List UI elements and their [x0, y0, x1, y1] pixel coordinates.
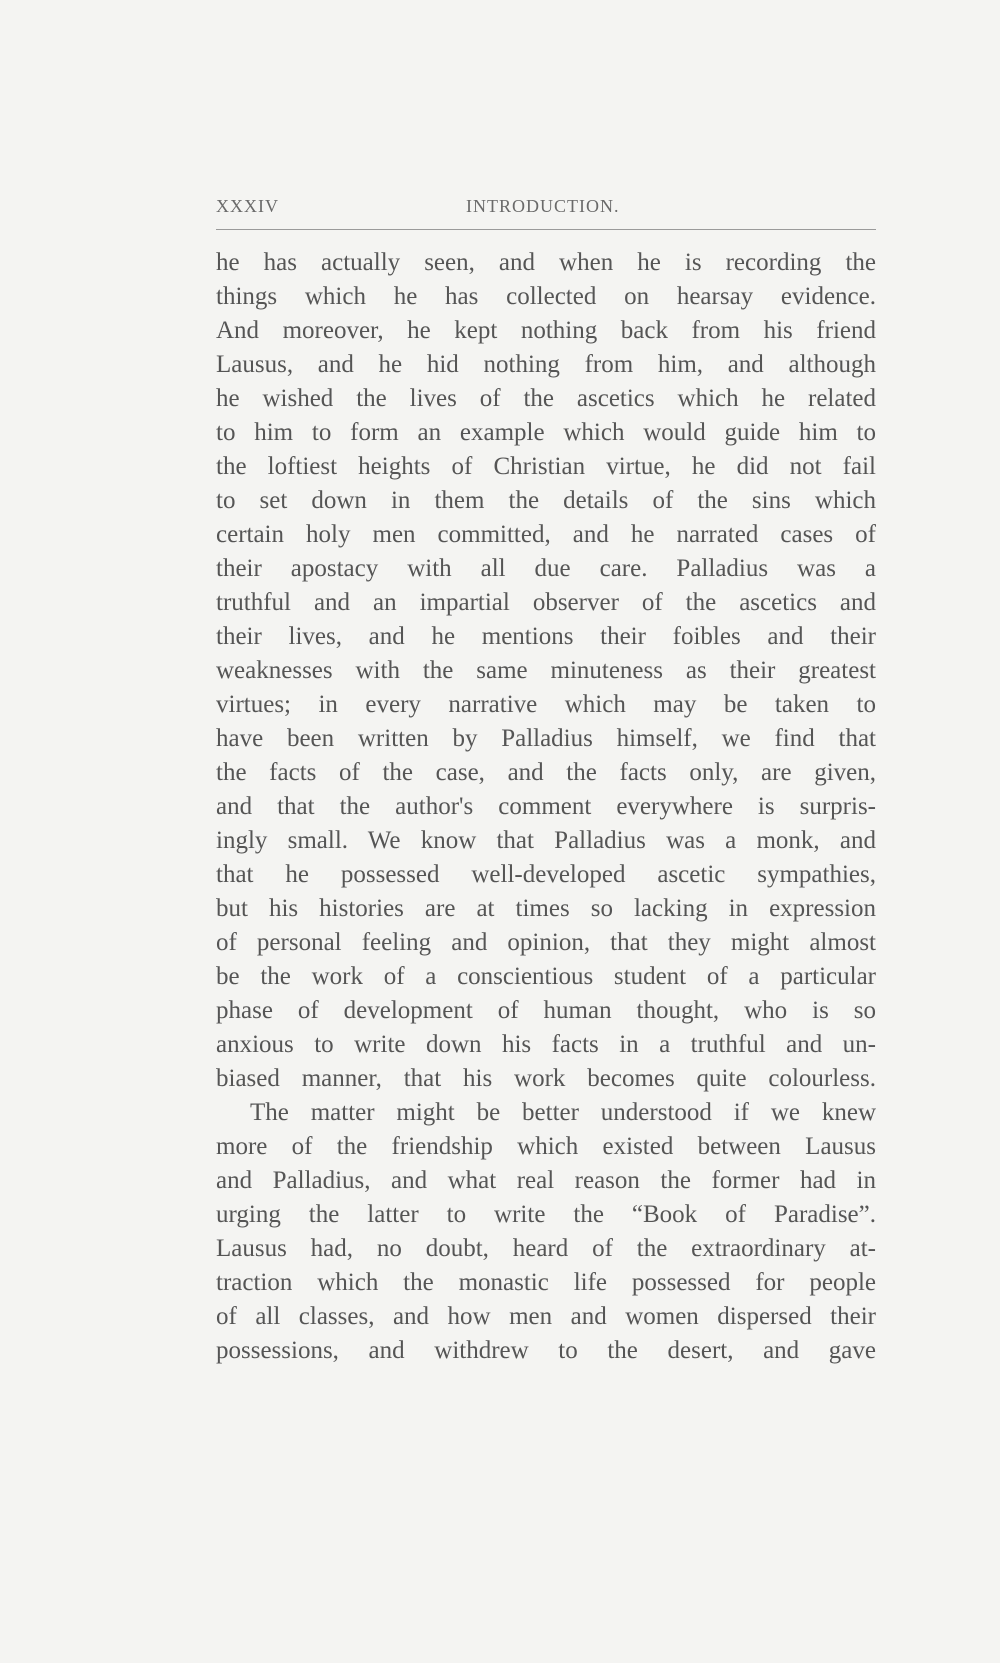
- running-header: [216, 196, 876, 222]
- text-line: traction which the monastic life possessed for people: [216, 1269, 876, 1296]
- text-line: possessions, and withdrew to the desert, and gave: [216, 1337, 876, 1364]
- paragraph-first-line: The matter might be better understood if we knew: [250, 1099, 876, 1126]
- text-line: be the work of a conscientious student of a particular: [216, 963, 876, 990]
- text-line: have been written by Palladius himself, we find that: [216, 725, 876, 752]
- text-line: to him to form an example which would guide him to: [216, 419, 876, 446]
- text-line: he wished the lives of the ascetics which he related: [216, 385, 876, 412]
- text-line: that he possessed well-developed ascetic sympathies,: [216, 861, 876, 888]
- text-line: to set down in them the details of the sins which: [216, 487, 876, 514]
- text-line: things which he has collected on hearsay evidence.: [216, 283, 876, 310]
- text-line: urging the latter to write the “Book of Paradise”.: [216, 1201, 876, 1228]
- text-line: of personal feeling and opinion, that they might almost: [216, 929, 876, 956]
- text-line: Lausus, and he hid nothing from him, and although: [216, 351, 876, 378]
- text-line: but his histories are at times so lacking in expression: [216, 895, 876, 922]
- text-line: truthful and an impartial observer of the ascetics and: [216, 589, 876, 616]
- running-title: INTRODUCTION.: [466, 196, 620, 216]
- text-line: And moreover, he kept nothing back from his friend: [216, 317, 876, 344]
- text-line: and that the author's comment everywhere is surpris-: [216, 793, 876, 820]
- text-line: more of the friendship which existed between Lausus: [216, 1133, 876, 1160]
- text-line: Lausus had, no doubt, heard of the extraordinary at-: [216, 1235, 876, 1262]
- page-number: XXXIV: [216, 196, 279, 216]
- text-line: biased manner, that his work becomes quite colourless.: [216, 1065, 876, 1092]
- text-line: he has actually seen, and when he is recording the: [216, 249, 876, 276]
- text-line: certain holy men committed, and he narrated cases of: [216, 521, 876, 548]
- text-line: of all classes, and how men and women dispersed their: [216, 1303, 876, 1330]
- text-line: the facts of the case, and the facts only, are given,: [216, 759, 876, 786]
- text-line: ingly small. We know that Palladius was a monk, and: [216, 827, 876, 854]
- text-line: weaknesses with the same minuteness as their greatest: [216, 657, 876, 684]
- text-line: their lives, and he mentions their foibles and their: [216, 623, 876, 650]
- body-text: [216, 246, 876, 1368]
- text-line: anxious to write down his facts in a truthful and un-: [216, 1031, 876, 1058]
- text-line: their apostacy with all due care. Palladius was a: [216, 555, 876, 582]
- text-line: phase of development of human thought, who is so: [216, 997, 876, 1024]
- text-line: virtues; in every narrative which may be taken to: [216, 691, 876, 718]
- text-line: and Palladius, and what real reason the former had in: [216, 1167, 876, 1194]
- text-line: the loftiest heights of Christian virtue, he did not fail: [216, 453, 876, 480]
- header-rule: [216, 229, 876, 230]
